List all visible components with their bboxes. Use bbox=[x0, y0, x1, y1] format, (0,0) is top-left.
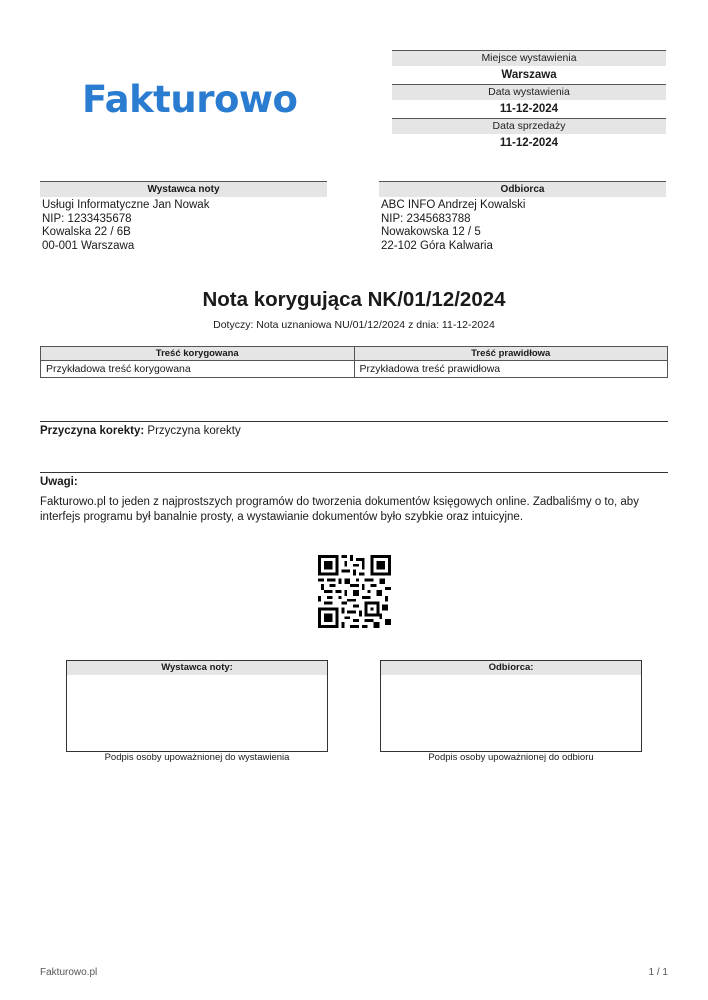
sale-date-value: 11-12-2024 bbox=[499, 137, 559, 149]
recipient-nip: NIP: 2345683788 bbox=[381, 212, 471, 225]
issuer-signature-heading: Wystawca noty: bbox=[67, 661, 327, 675]
recipient-city: 22-102 Góra Kalwaria bbox=[381, 239, 493, 252]
recipient-street: Nowakowska 12 / 5 bbox=[381, 226, 481, 239]
document-subtitle: Dotyczy: Nota uznaniowa NU/01/12/2024 z dnia: 11-12-2024 bbox=[213, 319, 495, 331]
issuer-name: Usługi Informatyczne Jan Nowak bbox=[42, 199, 210, 211]
issuer-heading: Wystawca noty bbox=[40, 181, 327, 197]
correction-reason bbox=[40, 425, 241, 437]
recipient-name: ABC INFO Andrzej Kowalski bbox=[381, 199, 526, 211]
correction-table bbox=[40, 346, 668, 378]
reason-value: Przyczyna korekty bbox=[147, 425, 241, 437]
divider bbox=[40, 472, 668, 473]
issuer-signature-box bbox=[66, 660, 328, 752]
sale-date-label: Data sprzedaży bbox=[392, 118, 666, 134]
reason-label: Przyczyna korekty: bbox=[40, 425, 145, 437]
issuer-block bbox=[40, 181, 327, 253]
recipient-block bbox=[379, 181, 666, 253]
document-title: Nota korygująca NK/01/12/2024 bbox=[202, 288, 506, 311]
recipient-signature-heading: Odbiorca: bbox=[381, 661, 641, 675]
footer-page-number: 1 / 1 bbox=[648, 967, 668, 978]
place-label: Miejsce wystawienia bbox=[392, 50, 666, 66]
issuer-city: 00-001 Warszawa bbox=[42, 239, 135, 252]
table-cell: Przykładowa treść prawidłowa bbox=[354, 361, 668, 378]
table-row bbox=[41, 361, 668, 378]
fakturowo-logo: Fakturowo bbox=[82, 78, 298, 121]
notes-label: Uwagi: bbox=[40, 476, 78, 488]
divider bbox=[40, 421, 668, 422]
issuer-signature-caption: Podpis osoby upoważnionej do wystawienia bbox=[104, 752, 290, 763]
place-value: Warszawa bbox=[501, 69, 557, 81]
qr-code-icon bbox=[318, 555, 391, 628]
document-meta bbox=[392, 50, 666, 152]
table-header: Treść prawidłowa bbox=[354, 347, 668, 361]
footer-site: Fakturowo.pl bbox=[40, 967, 98, 978]
issue-date-value: 11-12-2024 bbox=[499, 103, 559, 115]
issuer-street: Kowalska 22 / 6B bbox=[42, 226, 131, 239]
issue-date-label: Data wystawienia bbox=[392, 84, 666, 100]
table-header: Treść korygowana bbox=[41, 347, 355, 361]
recipient-signature-caption: Podpis osoby upoważnionej do odbioru bbox=[428, 752, 594, 763]
recipient-heading: Odbiorca bbox=[379, 181, 666, 197]
table-cell: Przykładowa treść korygowana bbox=[41, 361, 355, 378]
issuer-nip: NIP: 1233435678 bbox=[42, 212, 132, 225]
notes-text: Fakturowo.pl to jeden z najprostszych programów do tworzenia dokumentów księgowych online. Zadbaliśmy o to, aby interfejs programu był banalnie prosty, a wystawianie dokumentów było szybkie oraz intuicyjne. bbox=[40, 496, 639, 523]
recipient-signature-box bbox=[380, 660, 642, 752]
